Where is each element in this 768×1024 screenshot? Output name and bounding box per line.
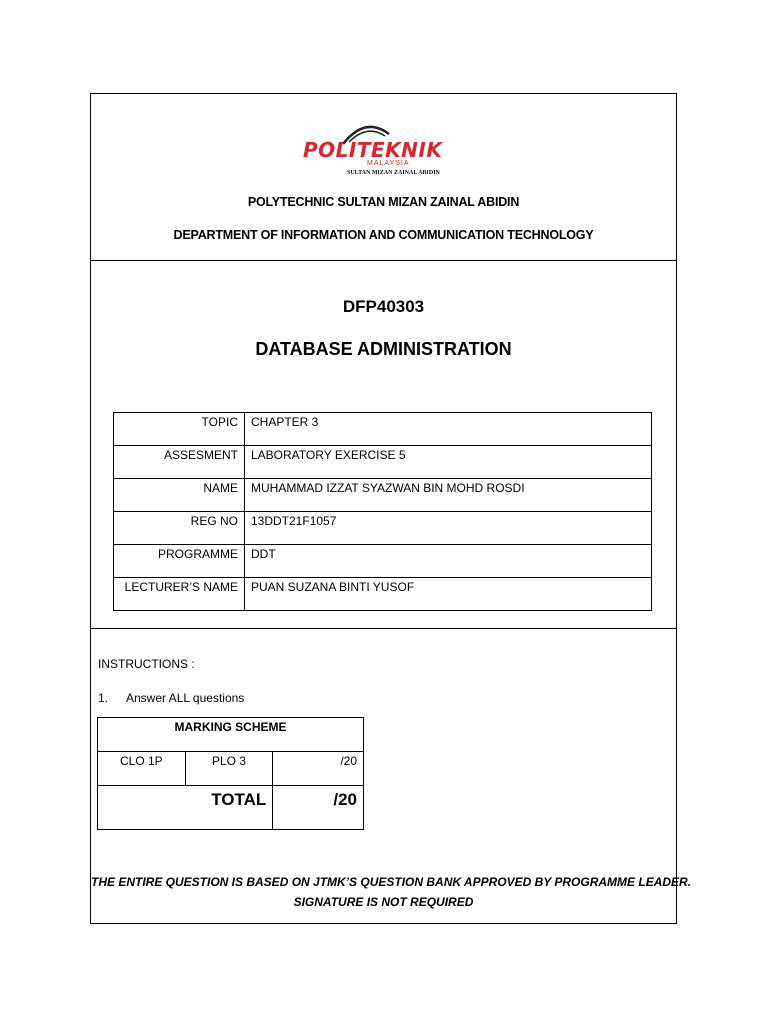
marking-scheme-title: MARKING SCHEME: [98, 718, 364, 752]
instruction-number: 1.: [98, 691, 109, 705]
cover-page-frame: [90, 93, 692, 924]
table-row: [98, 752, 364, 786]
institution-name: POLYTECHNIC SULTAN MIZAN ZAINAL ABIDIN: [247, 195, 520, 209]
logo-country: MALAYSIA: [367, 160, 410, 167]
politeknik-logo: [303, 120, 443, 178]
table-row: [114, 479, 652, 512]
score-cell: /20: [273, 752, 364, 786]
info-label: LECTURER’S NAME: [114, 578, 245, 611]
info-value: MUHAMMAD IZZAT SYAZWAN BIN MOHD ROSDI: [245, 479, 652, 512]
table-row: [114, 446, 652, 479]
table-row: [114, 578, 652, 611]
section-divider: [91, 260, 676, 261]
footer-note: [91, 872, 692, 912]
plo-cell: PLO 3: [185, 752, 273, 786]
logo-campus: SULTAN MIZAN ZAINAL ABIDIN: [347, 170, 440, 176]
total-label: TOTAL: [98, 786, 273, 830]
info-label: REG NO: [114, 512, 245, 545]
marking-scheme-table: [97, 717, 364, 830]
instructions-heading: INSTRUCTIONS :: [98, 657, 195, 671]
info-value: 13DDT21F1057: [245, 512, 652, 545]
student-info-table: [113, 412, 652, 611]
instruction-text: Answer ALL questions: [126, 691, 245, 705]
total-value: /20: [273, 786, 364, 830]
footer-line: THE ENTIRE QUESTION IS BASED ON JTMK’S QUESTION BANK APPROVED BY PROGRAMME LEADER.: [91, 875, 692, 889]
department-name: DEPARTMENT OF INFORMATION AND COMMUNICATION TECHNOLOGY: [173, 228, 594, 242]
table-row: [114, 512, 652, 545]
info-value: CHAPTER 3: [245, 413, 652, 446]
footer-line: SIGNATURE IS NOT REQUIRED: [293, 895, 474, 909]
info-label: PROGRAMME: [114, 545, 245, 578]
info-label: ASSESMENT: [114, 446, 245, 479]
info-value: PUAN SUZANA BINTI YUSOF: [245, 578, 652, 611]
info-value: LABORATORY EXERCISE 5: [245, 446, 652, 479]
course-title: DATABASE ADMINISTRATION: [255, 339, 512, 359]
info-label: TOPIC: [114, 413, 245, 446]
table-row: [114, 545, 652, 578]
course-code: DFP40303: [342, 297, 425, 316]
clo-cell: CLO 1P: [98, 752, 186, 786]
logo-wordmark: POLITEKNIK: [303, 138, 443, 162]
table-row: [98, 786, 364, 830]
info-value: DDT: [245, 545, 652, 578]
info-label: NAME: [114, 479, 245, 512]
table-row: [114, 413, 652, 446]
section-divider: [91, 628, 676, 629]
